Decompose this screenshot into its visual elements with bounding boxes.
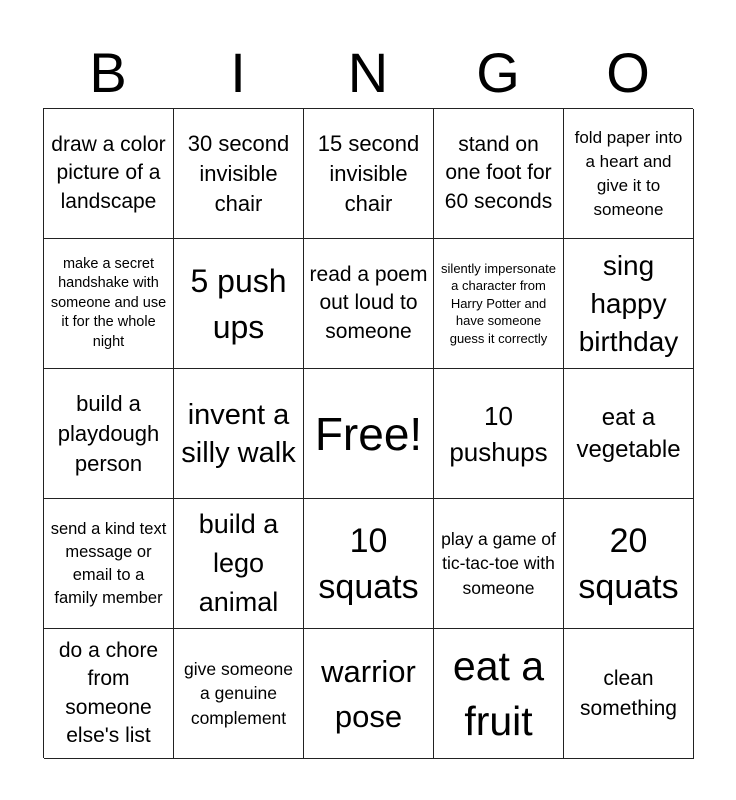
- cell-text: 10 squats: [318, 521, 419, 606]
- cell-text: silently impersonate a character from Harry Potter and have someone guess it correctly: [441, 260, 556, 346]
- bingo-cell[interactable]: [174, 499, 304, 629]
- bingo-header: [43, 38, 693, 108]
- bingo-cell[interactable]: [564, 499, 694, 629]
- cell-text: 15 second invisible chair: [317, 130, 420, 216]
- header-letter-g: G: [476, 41, 520, 104]
- bingo-cell[interactable]: [304, 499, 434, 629]
- bingo-grid: [43, 108, 693, 758]
- cell-text: sing happy birthday: [578, 249, 679, 357]
- bingo-cell[interactable]: [304, 629, 434, 759]
- bingo-cell[interactable]: [174, 629, 304, 759]
- cell-text: send a kind text message or email to a family member: [50, 519, 167, 607]
- bingo-cell[interactable]: [564, 109, 694, 239]
- bingo-cell[interactable]: [564, 629, 694, 759]
- cell-text: clean something: [580, 666, 677, 720]
- bingo-cell[interactable]: [174, 109, 304, 239]
- bingo-cell-free[interactable]: [304, 369, 434, 499]
- cell-text: make a secret handshake with someone and use it for the whole night: [50, 255, 167, 350]
- cell-text: play a game of tic-tac-toe with someone: [441, 528, 556, 598]
- cell-text: read a poem out loud to someone: [309, 262, 428, 343]
- cell-text: give someone a genuine complement: [184, 658, 293, 728]
- header-letter-o: O: [606, 41, 650, 104]
- bingo-cell[interactable]: [44, 369, 174, 499]
- bingo-cell[interactable]: [44, 499, 174, 629]
- bingo-cell[interactable]: [434, 629, 564, 759]
- cell-text: Free!: [314, 407, 423, 460]
- bingo-cell[interactable]: [434, 369, 564, 499]
- cell-text: warrior pose: [321, 653, 416, 734]
- bingo-cell[interactable]: [564, 239, 694, 369]
- cell-text: 5 push ups: [190, 262, 287, 345]
- cell-text: eat a fruit: [452, 642, 545, 744]
- cell-text: draw a color picture of a landscape: [51, 132, 166, 213]
- cell-text: stand on one foot for 60 seconds: [444, 132, 553, 213]
- cell-text: fold paper into a heart and give it to someone: [574, 127, 683, 219]
- bingo-cell[interactable]: [174, 239, 304, 369]
- bingo-cell[interactable]: [434, 109, 564, 239]
- cell-text: eat a vegetable: [576, 403, 681, 463]
- bingo-cell[interactable]: [304, 109, 434, 239]
- bingo-cell[interactable]: [44, 109, 174, 239]
- cell-text: build a playdough person: [57, 390, 160, 476]
- bingo-cell[interactable]: [44, 239, 174, 369]
- bingo-cell[interactable]: [564, 369, 694, 499]
- bingo-cell[interactable]: [434, 239, 564, 369]
- cell-text: invent a silly walk: [181, 398, 296, 469]
- cell-text: 10 pushups: [449, 400, 548, 467]
- header-letter-b: B: [89, 41, 127, 104]
- cell-text: do a chore from someone else's list: [58, 638, 159, 747]
- bingo-cell[interactable]: [44, 629, 174, 759]
- cell-text: 20 squats: [578, 521, 679, 606]
- header-letter-i: I: [230, 41, 246, 104]
- bingo-cell[interactable]: [174, 369, 304, 499]
- cell-text: build a lego animal: [198, 509, 279, 617]
- bingo-cell[interactable]: [434, 499, 564, 629]
- cell-text: 30 second invisible chair: [187, 130, 290, 216]
- bingo-cell[interactable]: [304, 239, 434, 369]
- header-letter-n: N: [347, 41, 389, 104]
